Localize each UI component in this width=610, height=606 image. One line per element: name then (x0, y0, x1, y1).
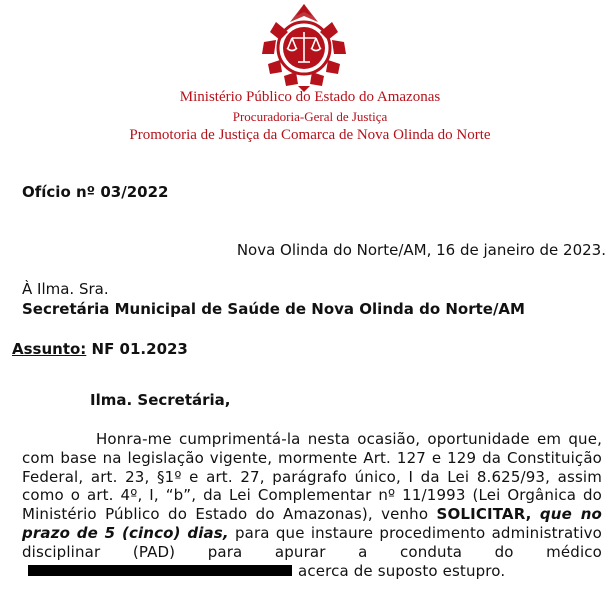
subject-label: Assunto: (12, 340, 87, 358)
header-dept: Procuradoria-Geral de Justiça (232, 109, 388, 124)
subject-value: NF 01.2023 (91, 340, 188, 358)
body-part2: para que instaure procedimento administrativo disciplinar (PAD) para apurar a conduta do médico (22, 523, 602, 561)
scales-of-justice-seal-icon (254, 2, 354, 92)
body-solicitar: SOLICITAR, (436, 505, 532, 524)
greeting: Ilma. Secretária, (90, 391, 231, 409)
letter-body (22, 430, 602, 580)
addressee-org: Secretária Municipal de Saúde de Nova Olinda do Norte/AM (22, 300, 525, 318)
header-unit: Promotoria de Justiça da Comarca de Nova Olinda do Norte (129, 127, 491, 143)
body-paragraph (22, 430, 602, 580)
subject-line (12, 340, 188, 358)
letter-number: Ofício nº 03/2022 (22, 183, 169, 201)
header-org: Ministério Público do Estado do Amazonas (179, 89, 441, 105)
body-part3: acerca de suposto estupro. (298, 561, 506, 580)
body-deadline: que no prazo de 5 (cinco) dias, (22, 505, 603, 542)
body-part1: Honra-me cumprimentá-la nesta ocasião, oportunidade em que, com base na legislação vigente, mormente Art. 127 e 129 da Constituição Federal, art. 23, §1º e art. 27, parágrafo único, I da Lei 8.625/93, assim como o art. 4º, I, “b”, da Lei Complementar nº 11/1993 (Lei Orgânica do Ministério Público do Estado do Amazonas), venho (22, 430, 602, 524)
addressee-salutation: À Ilma. Sra. (22, 280, 109, 298)
redaction-bar (28, 565, 292, 576)
letter-dateline: Nova Olinda do Norte/AM, 16 de janeiro de 2023. (236, 241, 606, 259)
